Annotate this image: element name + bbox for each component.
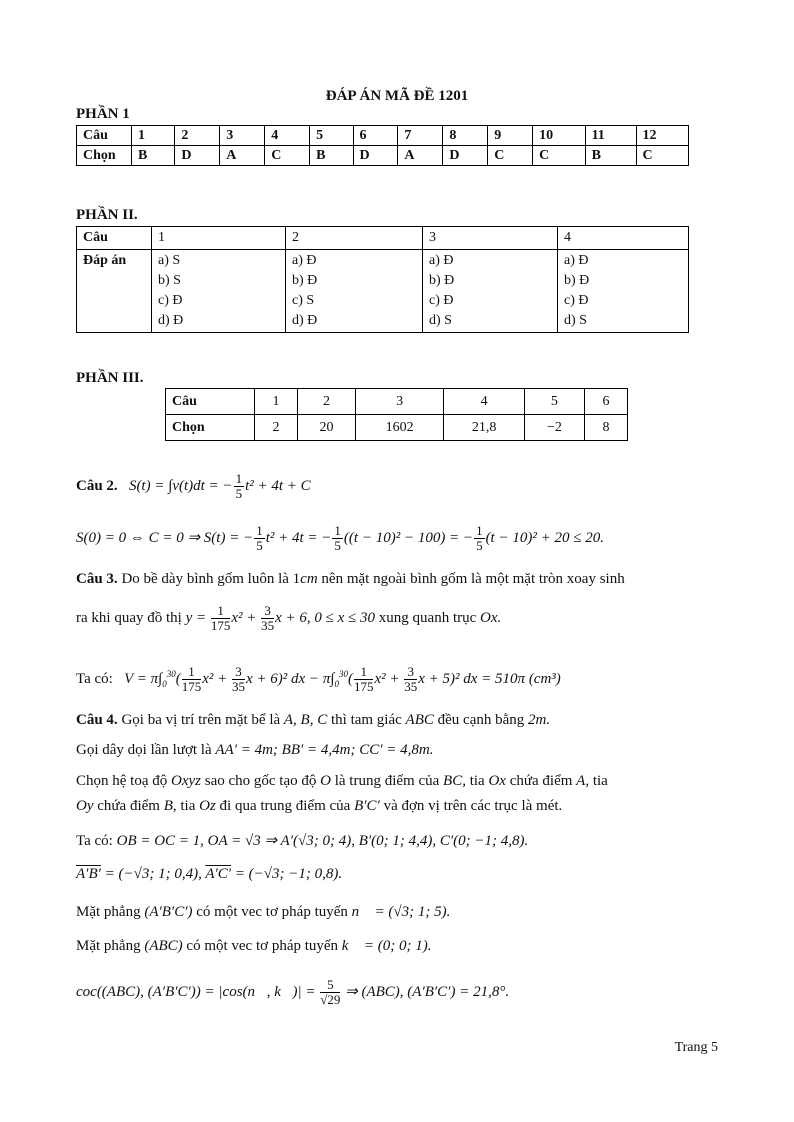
- q2-formula: S(t) = ∫v(t)dt = − $\frac{1}{5}$ t² + 4t + C: [121, 471, 311, 501]
- part3-table: [165, 388, 628, 441]
- part2-heading: PHẦN II.: [76, 207, 138, 223]
- q4-math: A′B′ = (−√3; 1; 0,4), A′C′ = (−√3; −1; 0,8).: [76, 866, 343, 882]
- answer-cell: 20: [298, 415, 356, 441]
- part1-row-label: Câu: [77, 126, 132, 146]
- answer-line: c) Đ: [429, 293, 454, 308]
- q4-math: k⃗ = (0; 0; 1).: [341, 938, 432, 954]
- answer-cell: A: [220, 146, 265, 166]
- q2-formula-line-2: [76, 524, 604, 553]
- q4-text: thì tam giác: [330, 712, 402, 728]
- answer-line: d) Đ: [292, 313, 318, 328]
- answer-cell: B: [310, 146, 353, 166]
- answer-line: d) Đ: [158, 313, 184, 328]
- answer-cell: B: [585, 146, 636, 166]
- q3-line-2: [76, 604, 501, 633]
- part1-heading: PHẦN 1: [76, 106, 130, 122]
- q4-math: ABC: [405, 712, 438, 728]
- q4-line-8: [76, 978, 509, 1007]
- q4-text: và đợn vị trên các trục là mét.: [383, 798, 563, 814]
- q4-text: chứa điểm: [97, 798, 160, 814]
- part2-row-label: Đáp án: [77, 250, 152, 333]
- q2-label: Câu 2.: [76, 477, 118, 494]
- answer-cell: A: [398, 146, 443, 166]
- q4-text: tia: [180, 798, 196, 814]
- q-number: 7: [398, 126, 443, 146]
- q4-text: Chọn hệ toạ độ: [76, 773, 168, 789]
- q4-text: tia: [469, 773, 485, 789]
- q4-math: n⃗ = (√3; 1; 5).: [351, 904, 451, 920]
- q3-unit: cm: [300, 571, 318, 587]
- q-number: 3: [423, 227, 558, 250]
- part2-question-row: [77, 227, 689, 250]
- q-number: 8: [443, 126, 488, 146]
- q-number: 3: [356, 389, 444, 415]
- q4-taco: Ta có:: [76, 833, 113, 849]
- q4-math: B,: [163, 798, 181, 814]
- answer-line: a) Đ: [429, 253, 454, 268]
- q4-text: sao cho gốc tạo độ: [204, 773, 317, 789]
- q4-math: Oz: [199, 798, 220, 814]
- answer-cell: C: [533, 146, 585, 166]
- q-number: 3: [220, 126, 265, 146]
- q2-formula-2: S(0) = 0 ⇔ C = 0 ⇒ S(t) = − $\frac{1}{5}$ t² + 4t = − $\frac{1}{5}$ ((t − 10)² − 100) = − $\frac{1}{5}$ (t − 10)² + 20 ≤ 20.: [76, 523, 604, 553]
- answer-cell: C: [488, 146, 533, 166]
- answer-line: b) S: [158, 273, 181, 288]
- answer-line: a) Đ: [292, 253, 317, 268]
- q4-math: AA′ = 4m; BB′ = 4,4m; CC′ = 4,8m.: [215, 742, 434, 758]
- q-number: 6: [584, 389, 627, 415]
- answer-cell: 2: [255, 415, 298, 441]
- part1-row-label: Chọn: [77, 146, 132, 166]
- q4-line-3: [76, 773, 608, 790]
- answer-cell: 1602: [356, 415, 444, 441]
- answer-line: d) S: [564, 313, 587, 328]
- q3-text: xung quanh trục: [378, 609, 477, 626]
- part3-row-label: Chọn: [166, 415, 255, 441]
- answer-cell: [558, 250, 689, 333]
- q3-label: Câu 3.: [76, 571, 118, 587]
- answer-line: d) S: [429, 313, 452, 328]
- q4-math: O: [320, 773, 335, 789]
- page-number: Trang 5: [674, 1040, 718, 1055]
- answer-cell: 8: [584, 415, 627, 441]
- q-number: 1: [152, 227, 286, 250]
- answer-cell: [152, 250, 286, 333]
- part1-table: [76, 125, 689, 166]
- q-number: 1: [255, 389, 298, 415]
- q2-formula-line: [76, 472, 311, 501]
- q-number: 9: [488, 126, 533, 146]
- answer-line: c) Đ: [158, 293, 183, 308]
- q-number: 4: [558, 227, 689, 250]
- q-number: 12: [636, 126, 689, 146]
- q4-math: A, B, C: [283, 712, 331, 728]
- q-number: 5: [524, 389, 584, 415]
- q4-math: coc((ABC), (A′B′C′)) = |cos(n⃗, k⃗)| = $\frac{5}{√29}$ ⇒ (ABC), (A′B′C′) = 21,8°.: [76, 977, 510, 1007]
- q3-taco: Ta có:: [76, 670, 113, 687]
- q4-math: Oxyz: [171, 773, 205, 789]
- q-number: 1: [132, 126, 175, 146]
- answer-cell: 21,8: [444, 415, 525, 441]
- q3-formula: y = $\frac{1}{175}$ x² + $\frac{3}{35}$ x + 6, 0 ≤ x ≤ 30: [185, 603, 379, 633]
- q4-label: Câu 4.: [76, 712, 118, 728]
- q4-text: có một vec tơ pháp tuyến: [196, 904, 348, 920]
- q-number: 2: [286, 227, 423, 250]
- q4-math: Oy: [76, 798, 98, 814]
- q4-math: B′C′: [354, 798, 384, 814]
- answer-line: b) Đ: [292, 273, 318, 288]
- q4-text: có một vec tơ pháp tuyến: [186, 938, 339, 954]
- answer-cell: −2: [524, 415, 584, 441]
- answer-line: c) Đ: [564, 293, 589, 308]
- q4-line-vectors: [76, 866, 342, 883]
- q4-line-6: [76, 904, 450, 921]
- answer-line: c) S: [292, 293, 315, 308]
- answer-cell: C: [265, 146, 310, 166]
- part2-answer-row: [77, 250, 689, 333]
- answer-cell: D: [175, 146, 220, 166]
- q4-math: OB = OC = 1, OA = √3 ⇒ A′(√3; 0; 4), B′(0; 1; 4,4), C′(0; −1; 4,8).: [116, 833, 529, 849]
- q4-line-4: [76, 798, 562, 815]
- q-number: 5: [310, 126, 353, 146]
- part3-heading: PHẦN III.: [76, 370, 144, 386]
- q3-text: nên mặt ngoài bình gốm là một mặt tròn xoay sinh: [317, 571, 625, 587]
- answer-cell: [423, 250, 558, 333]
- answer-cell: B: [132, 146, 175, 166]
- answer-cell: D: [443, 146, 488, 166]
- q4-math: 2m.: [528, 712, 551, 728]
- q4-line-2: [76, 742, 433, 759]
- q3-text: Do bề dày bình gốm luôn là 1: [117, 571, 301, 587]
- q-number: 6: [353, 126, 398, 146]
- q4-text: tia: [592, 773, 608, 789]
- part2-table: [76, 226, 689, 333]
- q4-math: (A′B′C′): [144, 904, 197, 920]
- part3-question-row: [166, 389, 628, 415]
- q4-math: Ox: [488, 773, 510, 789]
- q4-text: đều cạnh bằng: [437, 712, 525, 728]
- q3-line-3: [76, 665, 561, 694]
- q4-text: Mặt phẳng: [76, 938, 141, 954]
- q-number: 4: [265, 126, 310, 146]
- part3-row-label: Câu: [166, 389, 255, 415]
- q4-text: Mặt phẳng: [76, 904, 141, 920]
- answer-cell: D: [353, 146, 398, 166]
- q3-volume-formula: $V = \pi\int_0^{30}$( $\frac{1}{175}$ x² + $\frac{3}{35}$ x + 6)² dx − $\pi\int_0^{30}$( $\frac{1}{175}$ x² + $\frac{3}{35}$ x + 5)² dx = 510π (cm³): [116, 664, 561, 694]
- q-number: 2: [298, 389, 356, 415]
- q-number: 11: [585, 126, 636, 146]
- q3-text: ra khi quay đồ thị: [76, 609, 182, 626]
- part1-answer-row: [77, 146, 689, 166]
- q4-line-1: [76, 712, 550, 729]
- answer-cell: C: [636, 146, 689, 166]
- part3-answer-row: [166, 415, 628, 441]
- answer-line: b) Đ: [429, 273, 455, 288]
- part2-row-label: Câu: [77, 227, 152, 250]
- part1-question-row: [77, 126, 689, 146]
- document-title: ĐÁP ÁN MÃ ĐỀ 1201: [325, 88, 469, 104]
- answer-line: b) Đ: [564, 273, 590, 288]
- q4-math: A,: [576, 773, 593, 789]
- q4-text: Gọi ba vị trí trên mặt bể là: [117, 712, 281, 728]
- q4-line-7: [76, 938, 431, 955]
- q4-math: BC,: [443, 773, 466, 789]
- q3-axis: Ox.: [480, 609, 502, 626]
- answer-line: a) Đ: [564, 253, 589, 268]
- q4-text: chứa điểm: [509, 773, 573, 789]
- q-number: 10: [533, 126, 585, 146]
- answer-cell: [286, 250, 423, 333]
- q4-text: Gọi dây dọi lần lượt là: [76, 742, 212, 758]
- q4-line-5: [76, 831, 528, 850]
- q4-text: là trung điểm của: [334, 773, 440, 789]
- q-number: 4: [444, 389, 525, 415]
- answer-line: a) S: [158, 253, 181, 268]
- q4-text: đi qua trung điểm của: [219, 798, 351, 814]
- q-number: 2: [175, 126, 220, 146]
- q3-line-1: [76, 571, 625, 588]
- q4-math: (ABC): [144, 938, 187, 954]
